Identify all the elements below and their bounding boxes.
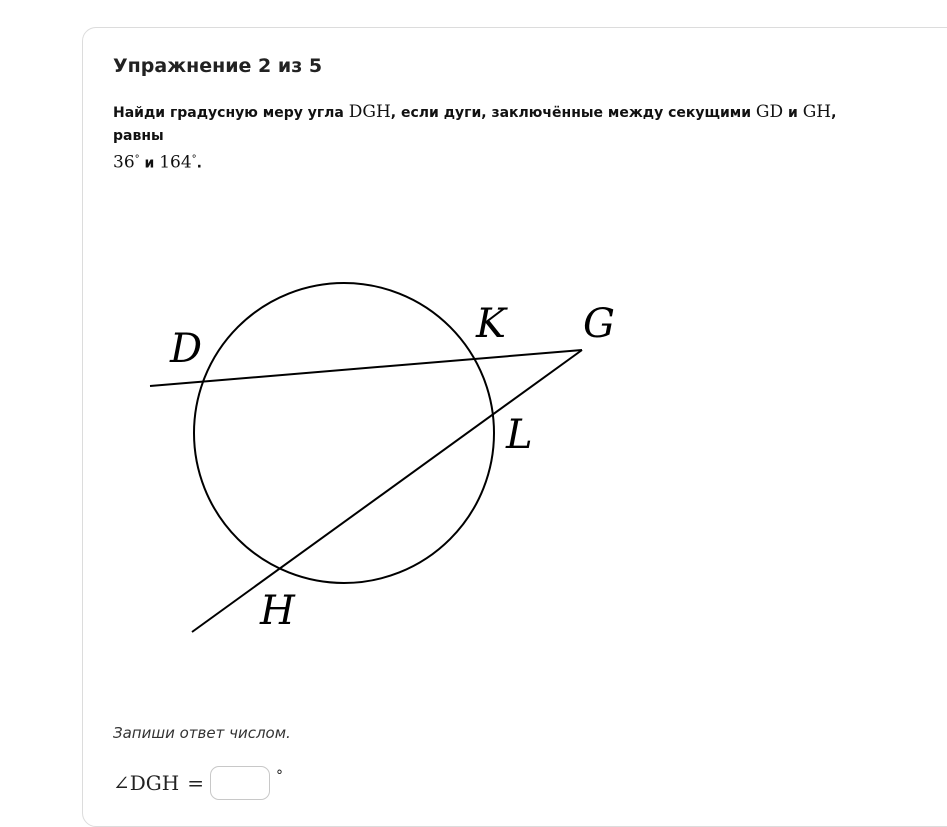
- answer-row: [113, 766, 283, 800]
- answer-label: ∠DGH: [113, 771, 180, 795]
- label-d: D: [170, 326, 203, 372]
- task-secant-gd: GD: [755, 102, 784, 122]
- secant-gh: [192, 350, 582, 632]
- task-text-part: , равны: [113, 105, 837, 144]
- exercise-title: Упражнение 2 из 5: [113, 55, 323, 77]
- task-angle: DGH: [348, 102, 391, 122]
- task-text-part: и: [139, 155, 160, 172]
- circle: [194, 283, 494, 583]
- task-text-part: и: [783, 105, 803, 121]
- task-text: [113, 101, 873, 176]
- label-l: L: [506, 412, 533, 458]
- task-text-part: Найди градусную меру угла: [113, 105, 349, 121]
- task-degree-2: °: [191, 154, 197, 165]
- task-text-part: .: [196, 155, 202, 172]
- task-degree-1: °: [134, 154, 140, 165]
- task-arc-2: 164: [159, 152, 192, 173]
- task-secant-gh: GH: [802, 102, 832, 122]
- label-k: K: [476, 301, 506, 347]
- label-g: G: [583, 301, 615, 347]
- answer-equals: =: [187, 771, 204, 795]
- task-arc-1: 36: [113, 152, 135, 173]
- answer-hint: Запиши ответ числом.: [113, 724, 291, 742]
- task-text-part: , если дуги, заключённые между секущими: [390, 105, 756, 121]
- geometry-figure: [140, 270, 640, 650]
- answer-input[interactable]: [210, 766, 270, 800]
- answer-unit: °: [275, 768, 283, 784]
- label-h: H: [260, 588, 295, 634]
